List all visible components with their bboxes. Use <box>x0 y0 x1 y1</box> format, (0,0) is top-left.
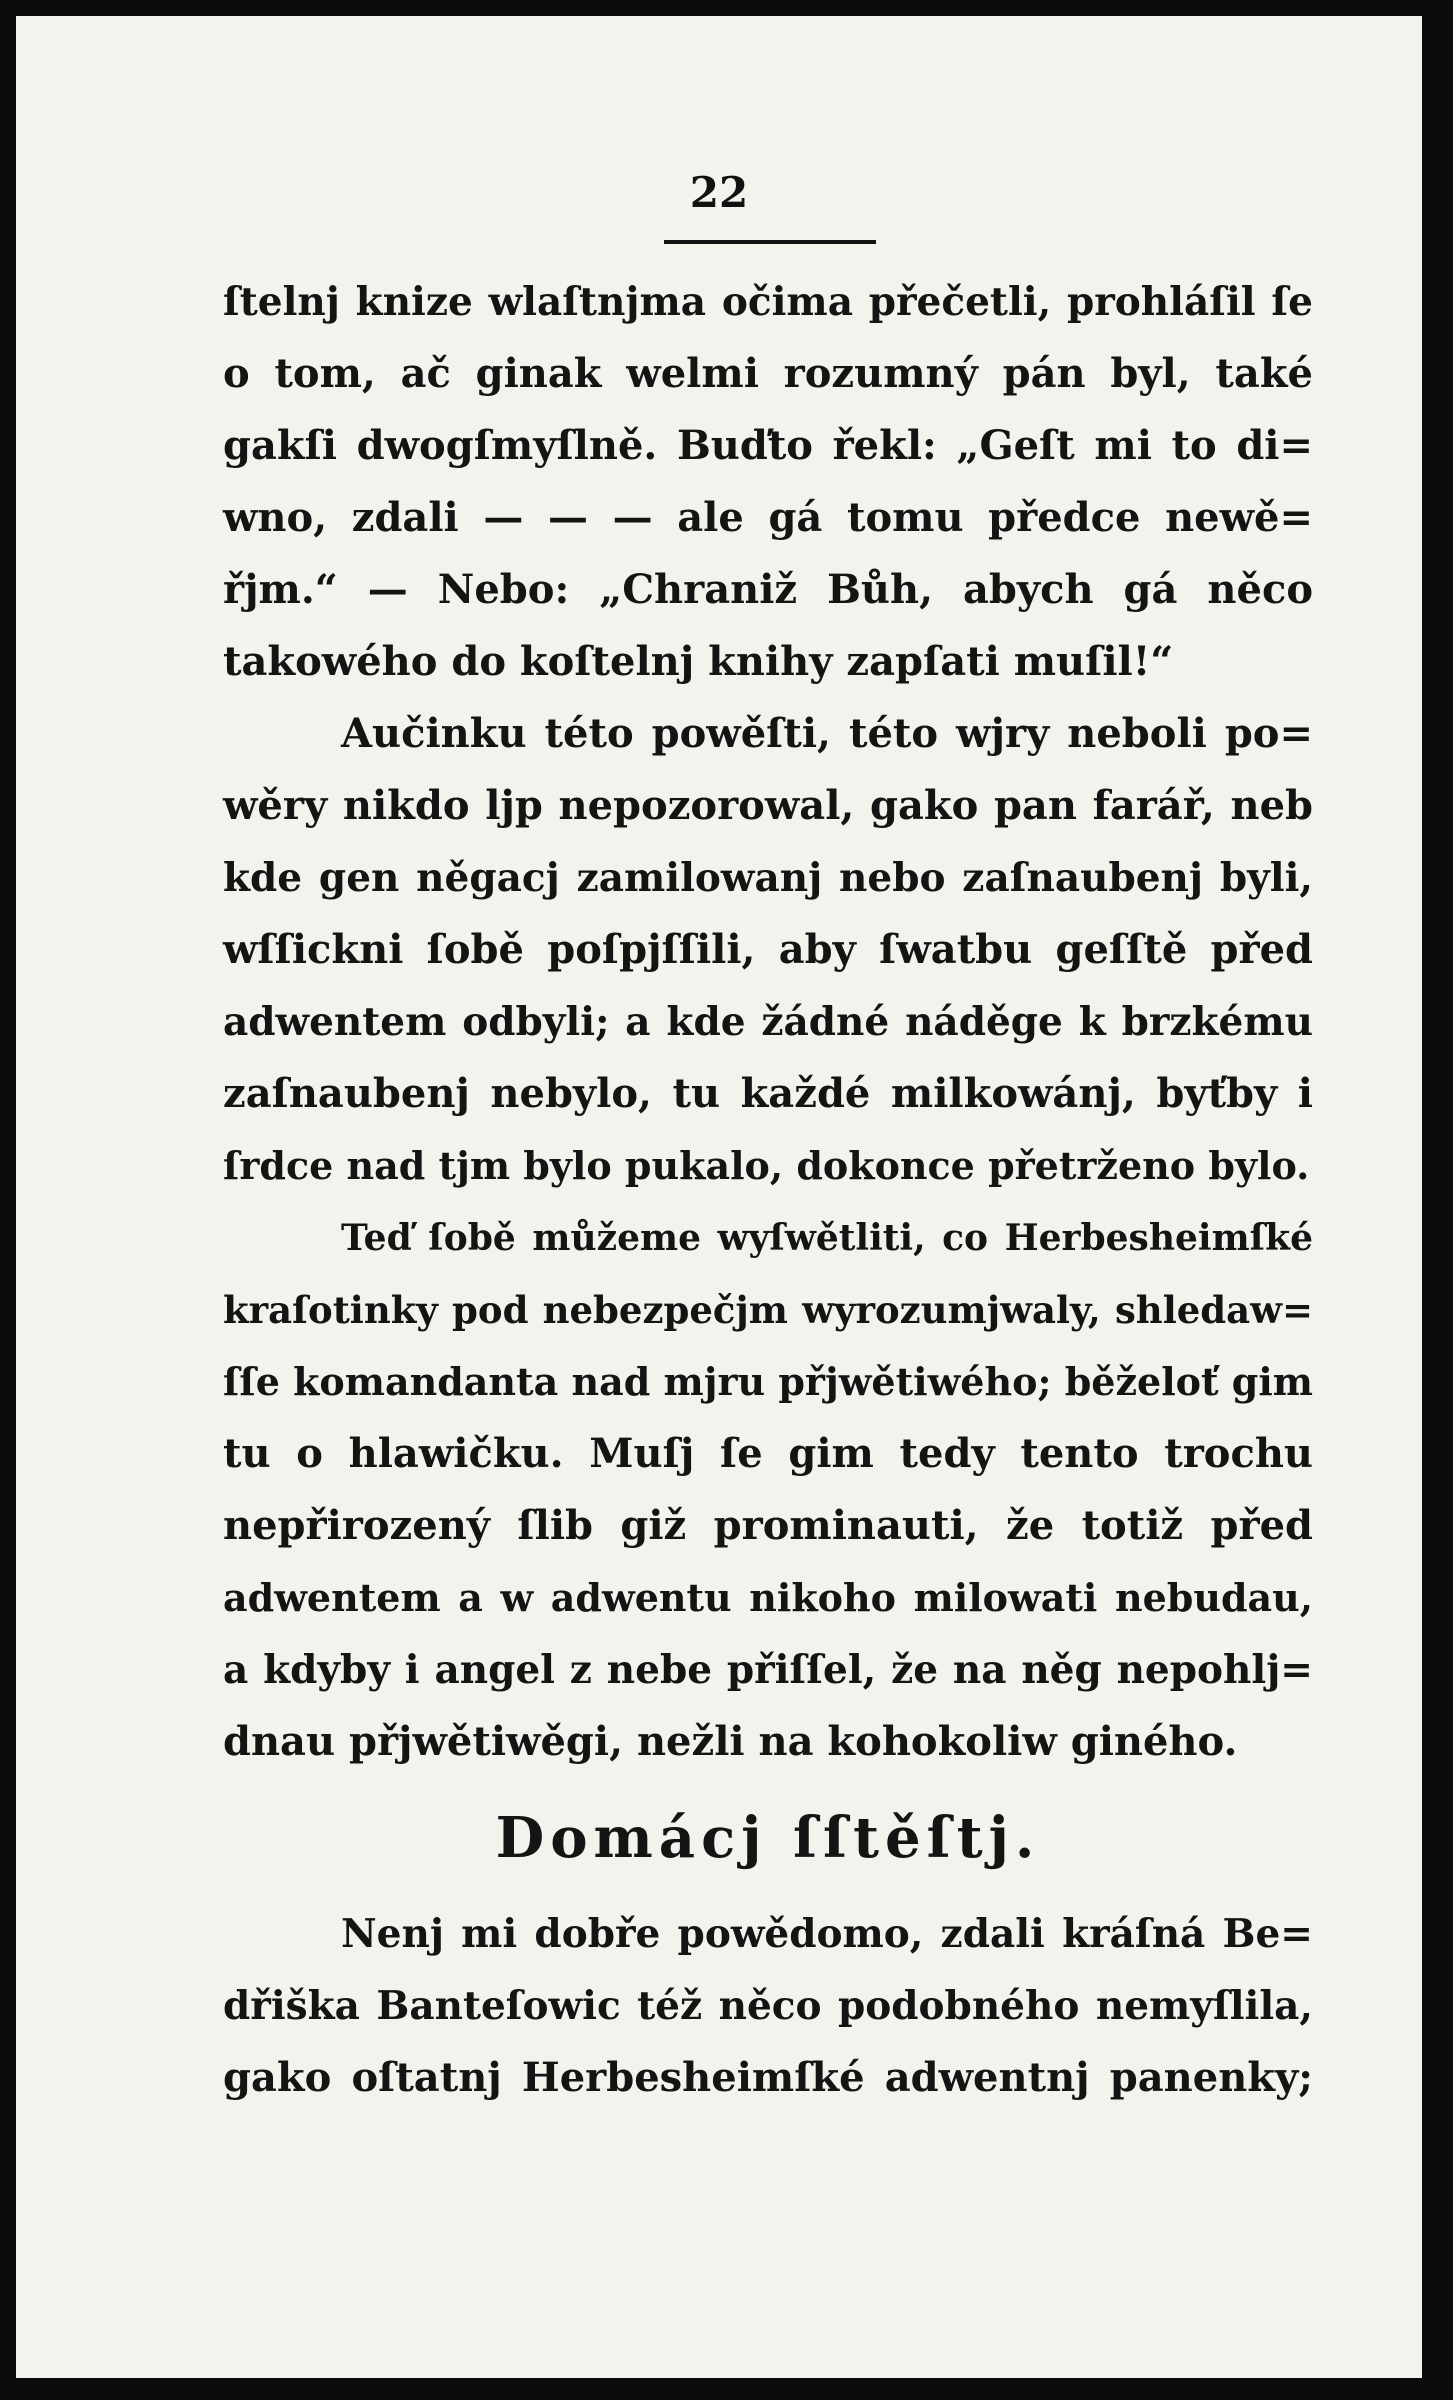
text-line: Nenj mi dobře powědomo, zdali kráſná Be= <box>341 1911 1313 1957</box>
text-line: wěry nikdo ljp nepozorowal, gako pan farář, neb <box>223 782 1313 829</box>
text-line: Teď ſobě můžeme wyſwětliti, co Herbesheimſké <box>341 1217 1313 1259</box>
text-line: wſſickni ſobě poſpjſſili, aby ſwatbu geſſtě před <box>223 926 1313 973</box>
text-line: ſrdce nad tjm bylo pukalo, dokonce přetrženo bylo. <box>223 1143 1310 1188</box>
section-heading: Domácj ſſtěſtj. <box>495 1805 1041 1871</box>
text-line: ſtelnj knize wlaſtnjma očima přečetli, prohláſil ſe <box>223 279 1313 325</box>
text-line: zaſnaubenj nebylo, tu každé milkowánj, byťby i <box>223 1070 1313 1117</box>
text-line: nepřirozený ſlib giž prominauti, že totiž před <box>223 1502 1313 1549</box>
text-line: kraſotinky pod nebezpečjm wyrozumjwaly, shledaw= <box>223 1288 1313 1332</box>
text-line: takowého do koſtelnj knihy zapſati muſil!“ <box>223 638 1174 685</box>
page-number: 22 <box>689 168 749 217</box>
text-line: dnau přjwětiwěgi, nežli na kohokoliw giného. <box>223 1718 1238 1765</box>
text-line: a kdyby i angel z nebe přiſſel, že na něg nepohlj= <box>223 1647 1313 1693</box>
text-line: adwentem odbyli; a kde žádné náděge k brzkému <box>223 999 1313 1045</box>
text-line: řjm.“ — Nebo: „Chraniž Bůh, abych gá něco <box>223 566 1313 613</box>
text-line: gako oſtatnj Herbesheimſké adwentnj panenky; <box>223 2054 1313 2101</box>
body-text <box>223 266 1313 2114</box>
text-line: ſſe komandanta nad mjru přjwětiwého; běželoť gim <box>223 1359 1313 1404</box>
text-line: dřiška Banteſowic též něco podobného nemyſlila, <box>223 1983 1313 2029</box>
text-line: gakſi dwogſmyſlně. Buďto řekl: „Geſt mi to di= <box>223 422 1313 469</box>
text-line: kde gen něgacj zamilowanj nebo zaſnaubenj byli, <box>223 855 1313 901</box>
text-line: tu o hlawičku. Muſj ſe gim tedy tento trochu <box>223 1430 1313 1477</box>
book-page <box>16 16 1422 2378</box>
text-line: o tom, ač ginak welmi rozumný pán byl, také <box>223 350 1313 397</box>
header-rule <box>664 240 876 244</box>
text-line: adwentem a w adwentu nikoho milowati nebudau, <box>223 1575 1313 1620</box>
text-line: wno, zdali — — — ale gá tomu předce newě= <box>223 494 1313 541</box>
text-line: Aučinku této powěſti, této wjry neboli po= <box>341 710 1313 757</box>
